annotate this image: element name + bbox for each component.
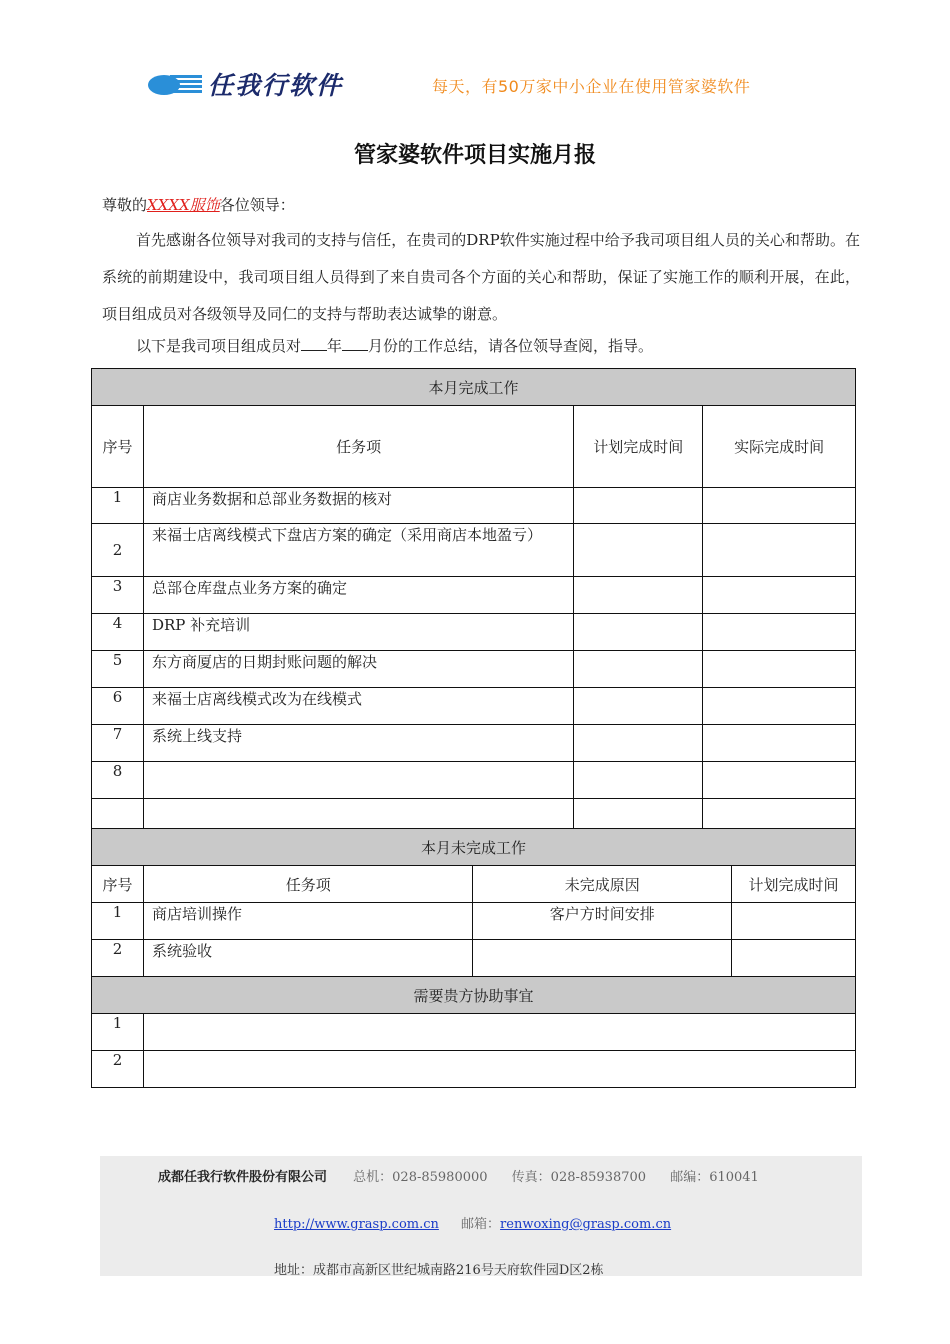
- table-row: [92, 614, 856, 651]
- table-row: [92, 651, 856, 688]
- footer-address: 地址：成都市高新区世纪城南路216号天府软件园D区2栋: [274, 1263, 604, 1278]
- logo-text: 任我行软件: [208, 71, 344, 100]
- row-actual: [703, 762, 856, 799]
- row-actual: [703, 725, 856, 762]
- row-no: 8: [92, 762, 144, 799]
- completed-column-headers: [92, 406, 856, 488]
- table-row: [92, 799, 856, 829]
- table-row: [92, 1051, 856, 1088]
- row-plan: [574, 614, 703, 651]
- footer-contact-line: [158, 1166, 779, 1185]
- col-task: 任务项: [143, 406, 573, 488]
- row-plan: [574, 524, 703, 577]
- table-row: [92, 524, 856, 577]
- row-plan: [574, 688, 703, 725]
- row-no: [92, 799, 144, 829]
- row-no: 1: [92, 1014, 144, 1051]
- row-no: 1: [92, 903, 144, 940]
- assist-heading: 需要贵方协助事宜: [92, 977, 856, 1014]
- row-task: 总部仓库盘点业务方案的确定: [143, 577, 573, 614]
- col-actual-time: 实际完成时间: [703, 406, 856, 488]
- table-row: [92, 688, 856, 725]
- row-task: 来福士店离线模式下盘店方案的确定（采用商店本地盈亏）: [143, 524, 573, 577]
- table-row: [92, 1014, 856, 1051]
- row-no: 5: [92, 651, 144, 688]
- row-actual: [703, 577, 856, 614]
- row-task: [143, 762, 573, 799]
- table-row: [92, 725, 856, 762]
- incomplete-heading: 本月未完成工作: [92, 829, 856, 866]
- row-reason: [473, 940, 732, 977]
- letterhead: [140, 64, 820, 106]
- col-reason: 未完成原因: [473, 866, 732, 903]
- row-content: [143, 1014, 855, 1051]
- row-task: DRP 补充培训: [143, 614, 573, 651]
- row-reason: 客户方时间安排: [473, 903, 732, 940]
- month-blank: [342, 336, 368, 351]
- greeting-prefix: 尊敬的: [102, 196, 148, 214]
- row-plan: [574, 762, 703, 799]
- row-task: 来福士店离线模式改为在线模式: [143, 688, 573, 725]
- row-plan: [574, 651, 703, 688]
- slogan: 每天，有50万家中小企业在使用管家婆软件: [432, 77, 751, 96]
- row-no: 6: [92, 688, 144, 725]
- row-actual: [703, 488, 856, 524]
- row-task: 商店培训操作: [143, 903, 473, 940]
- summary-text-c: 月份的工作总结，请各位领导查阅，指导。: [368, 337, 654, 355]
- table-row: [92, 488, 856, 524]
- table-row: [92, 577, 856, 614]
- completed-section-header: [92, 369, 856, 406]
- row-actual: [703, 651, 856, 688]
- row-task: 系统验收: [143, 940, 473, 977]
- row-plan: [574, 577, 703, 614]
- row-task: 系统上线支持: [143, 725, 573, 762]
- greeting-suffix: 各位领导：: [219, 196, 295, 214]
- footer-zip: 邮编：610041: [670, 1170, 759, 1185]
- footer-web-line: [274, 1213, 671, 1232]
- row-content: [143, 1051, 855, 1088]
- greeting: [102, 194, 295, 215]
- col-no: 序号: [92, 406, 144, 488]
- col-no: 序号: [92, 866, 144, 903]
- row-no: 1: [92, 488, 144, 524]
- client-name: XXXX服饰: [147, 196, 220, 214]
- summary-line: [136, 335, 653, 356]
- row-actual: [703, 524, 856, 577]
- page-title: 管家婆软件项目实施月报: [353, 142, 596, 168]
- table-row: [92, 903, 856, 940]
- row-no: 3: [92, 577, 144, 614]
- row-actual: [703, 688, 856, 725]
- row-actual: [703, 799, 856, 829]
- row-actual: [703, 614, 856, 651]
- summary-text-a: 以下是我司项目组成员对: [136, 337, 302, 355]
- row-plan: [574, 725, 703, 762]
- footer-company: 成都任我行软件股份有限公司: [158, 1170, 328, 1185]
- col-plan-time: 计划完成时间: [732, 866, 856, 903]
- row-plan: [732, 903, 856, 940]
- row-no: 2: [92, 940, 144, 977]
- row-task: [143, 799, 573, 829]
- table-row: [92, 940, 856, 977]
- row-no: 4: [92, 614, 144, 651]
- row-no: 2: [92, 524, 144, 577]
- row-plan: [732, 940, 856, 977]
- table-row: [92, 762, 856, 799]
- row-plan: [574, 488, 703, 524]
- col-task: 任务项: [143, 866, 473, 903]
- completed-heading: 本月完成工作: [92, 369, 856, 406]
- report-table: [91, 368, 856, 1088]
- email-label: 邮箱：: [461, 1217, 501, 1232]
- intro-paragraph: 首先感谢各位领导对我司的支持与信任，在贵司的DRP软件实施过程中给予我司项目组人员的关心和帮助。在系统的前期建设中，我司项目组人员得到了来自贵司各个方面的关心和帮助，保证了实施工作的顺利开展，在此，项目组成员对各级领导及同仁的支持与帮助表达诚挚的谢意。: [102, 231, 860, 323]
- row-task: 商店业务数据和总部业务数据的核对: [143, 488, 573, 524]
- col-plan-time: 计划完成时间: [574, 406, 703, 488]
- assist-section-header: [92, 977, 856, 1014]
- row-task: 东方商厦店的日期封账问题的解决: [143, 651, 573, 688]
- row-no: 7: [92, 725, 144, 762]
- summary-text-b: 年: [327, 337, 343, 355]
- incomplete-section-header: [92, 829, 856, 866]
- row-plan: [574, 799, 703, 829]
- swoosh-logo-icon: [144, 70, 204, 100]
- footer: [100, 1156, 862, 1276]
- row-no: 2: [92, 1051, 144, 1088]
- incomplete-column-headers: [92, 866, 856, 903]
- year-blank: [301, 336, 327, 351]
- footer-phone: 总机：028-85980000: [353, 1170, 488, 1185]
- footer-fax: 传真：028-85938700: [511, 1170, 647, 1185]
- email-link[interactable]: renwoxing@grasp.com.cn: [500, 1217, 672, 1232]
- website-link[interactable]: http://www.grasp.com.cn: [274, 1217, 439, 1232]
